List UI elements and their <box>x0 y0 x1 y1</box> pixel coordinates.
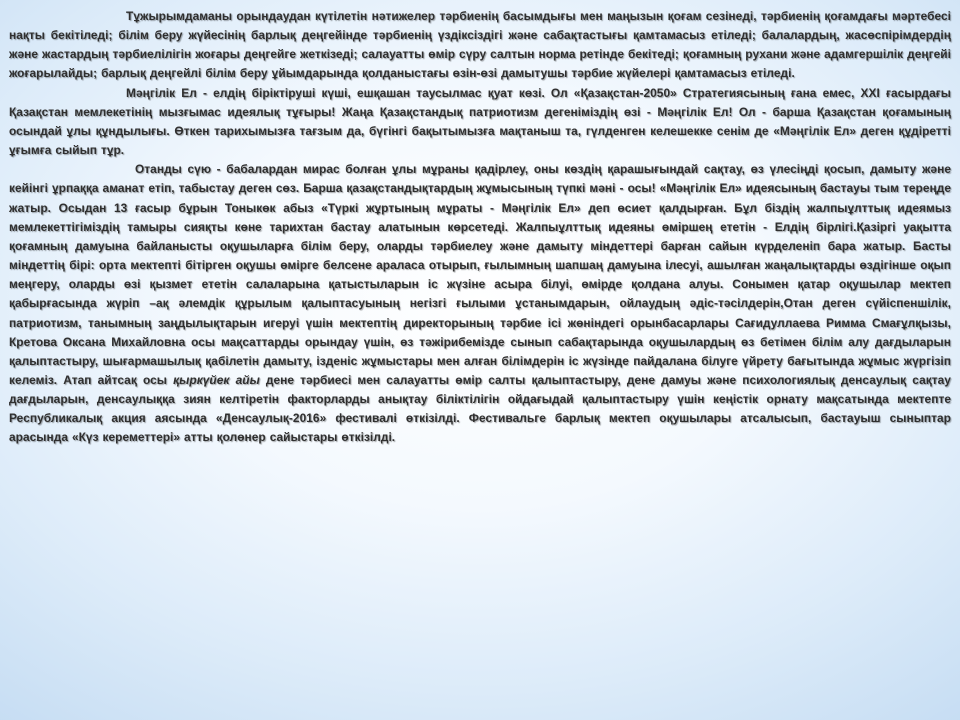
paragraph-patriotism <box>9 160 951 447</box>
paragraph-mangilik-el: Мәңгілік Ел - елдің біріктіруші күші, ешқашан таусылмас қуат көзі. Ол «Қазақстан-2050» Стратегиясының ғана емес, XXI ғасырдағы Қазақстан мемлекетінің мызғымас идеялық тұғыры! Жаңа Қазақстандық патриотизм дегеніміздің өзі - Мәңгілік Ел! Ол - барша Қазақстан қоғамының осындай ұлы құндылығы. Өткен тарихымызға тағзым да, бүгінгі бақытымызға мақтаныш та, гүлденген келешекке сенім де «Мәңгілік Ел» деген құдіретті ұғымға сыйып тұр. <box>9 85 951 158</box>
paragraph-patriotism-italic: қыркүйек айы <box>173 372 260 387</box>
slide-text-body <box>9 7 951 448</box>
paragraph-patriotism-main: Отанды сүю - бабалардан мирас болған ұлы мұраны қадірлеу, оны көздің қарашығындай сақтау, өз үлесіңді қосып, дамыту және кейінгі ұрпаққа аманат етіп, табыстау деген сөз. Барша қазақстандықтардың жұмысының түпкі мәні - осы! «Мәңгілік Ел» идеясының бастауы тым тереңде жатыр. Осыдан 13 ғасыр бұрын Тоныкөк абыз «Түркі жұртының мұраты - Мәңгілік Ел» деп өсиет қалдырған. Бұл біздің жалпыұлттық идеямыз мемлекеттігіміздің тамыры сияқты көне тарихтан бастау алатынын көрсетеді. Жалпыұлттық идеяны өмiршең ететін - Елдің бірлігі.Қазiргi уақытта қоғамның дамуына байланысты оқушыларға білім беру, оларды тәрбиелеу және дамыту міндеттері барған сайын күрделеніп бара жатыр. Басты міндеттің бірі: орта мектепті бітірген оқушы өмірге белсене араласа отырып, ғылымның шапшаң дамуына ілесуі, ашылған жаңалықтарды өздігінше оқып меңгеру, оларды өзі қызмет ететін салаларына қатыстыларын іс жүзіне асыра білуі, өмірде қолдана алуы. Сонымен қатар оқушылар мектеп қабырғасында жүріп –ақ әлемдік құрылым қалыптасуының негізгі ғылыми ұстанымдарын, ойлаудың әдіс-тәсілдерін,Отан деген сүйіспеншілік, патриотизм, танымның заңдылықтарын игеруі үшін мектептің директорының тәрбие ісі жөніндегі орынбасарлары Сағидуллаева Римма Смағұлқызы, Кретова Оксана Михайловна осы мақсаттарды орындау үшін, өз тәжірибемізде сынып сабақтарында оқушылардың өз бетімен білім алу дағдыларын қалыптастыру, шығармашылық қабілетін дамыту, ізденіс жұмыстары мен алған білімдерін іс жүзінде пайдалана білуге үйрету бағытында жұмыс жүргізіп келеміз. Атап айтсақ осы <box>9 162 951 387</box>
paragraph-expected-results: Тұжырымдаманы орындаудан күтілетін нәтижелер тәрбиенің басымдығы мен маңызын қоғам сезінеді, тәрбиенің қоғамдағы мәртебесі нақты бекітіледі; білім беру жүйесінің барлық деңгейінде тәрбиенің үздіксіздігі және сабақтастығы қамтамасыз етіледі; балалардың, жасөспірімдердің және жастардың тәрбиелілігін жоғары деңгейге жеткізеді; салауатты өмір сүру салтын норма ретінде бекітеді; қоғамның рухани және адамгершілік деңгейі жоғарылайды; барлық деңгейлі білім беру ұйымдарында қолданыстағы өзін-өзі дамытушы тәрбие жүйелері қамтамасыз етіледі. <box>9 9 951 81</box>
paragraph-patriotism-end: дене тәрбиесі мен салауатты өмір салты қалыптастыру, дене дамуы және психологиялық денсаулық сақтау дағдыларын, денсаулыққа зиян келтіретін факторларды анықтау біліктілігін ойдағыдай қалыптастыру үшін кеңістік орнату мақсатында мектепте Республикалық акция аясында «Денсаулық-2016» фестивалі өткізілді. Фестивальге барлық мектеп оқушылары атсалысып, бастауыш сыныптар арасында «Күз кереметтері» атты қолөнер сайыстары өткізілді. <box>9 372 951 445</box>
